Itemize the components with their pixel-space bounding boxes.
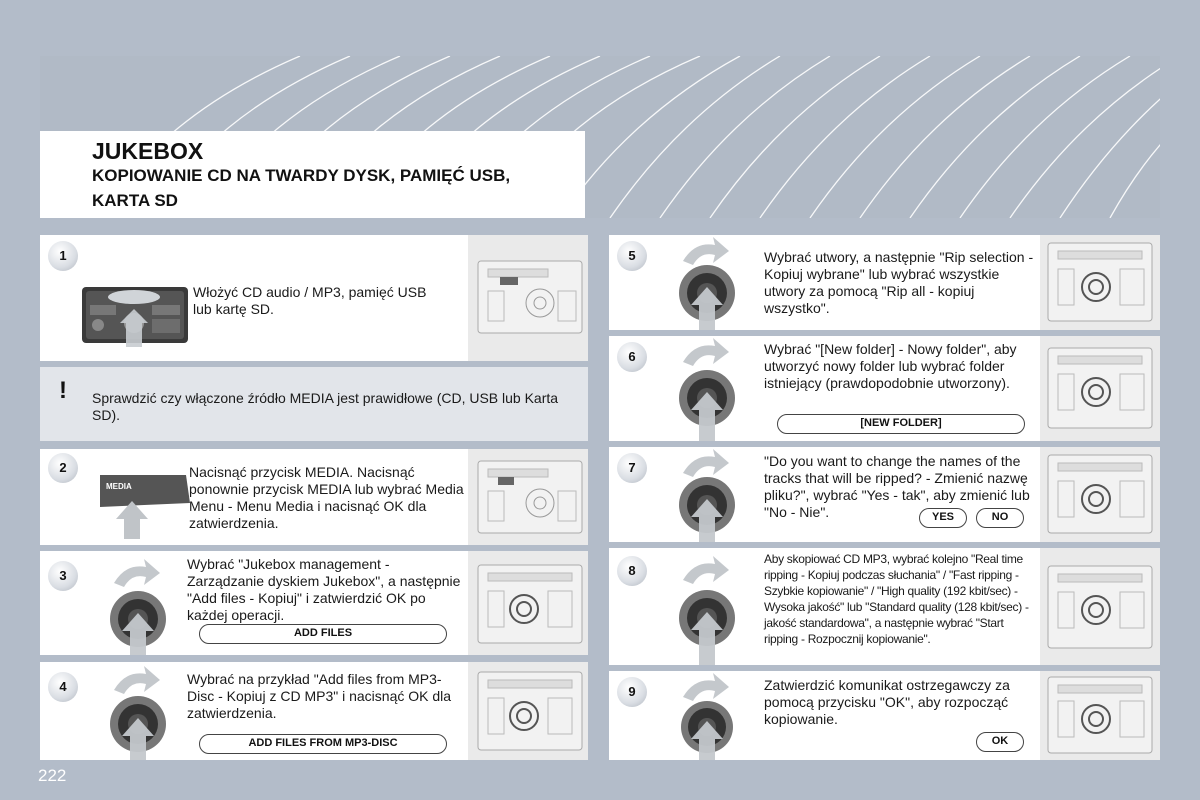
- step-8-panel: [609, 548, 1040, 665]
- rotary-knob-icon: [671, 447, 745, 542]
- radio-thumbnail: [1040, 336, 1160, 441]
- radio-panel-icon: [1040, 336, 1160, 441]
- step-number: 5: [617, 241, 647, 271]
- step-number: 3: [48, 561, 78, 591]
- radio-panel-icon: [468, 662, 588, 760]
- radio-thumbnail: [468, 235, 588, 361]
- radio-panel-icon: [1040, 235, 1160, 330]
- page-title: JUKEBOX: [92, 138, 204, 164]
- radio-panel-icon: [468, 551, 588, 655]
- no-button[interactable]: NO: [976, 508, 1024, 528]
- step-3-text: Wybrać "Jukebox management - Zarządzanie dyskiem Jukebox", a następnie "Add files - Kopiuj" i zatwierdzić OK po każdej operacji.: [187, 556, 461, 623]
- radio-panel-icon: [1040, 447, 1160, 542]
- radio-thumbnail: [1040, 447, 1160, 542]
- page-subtitle: KOPIOWANIE CD NA TWARDY DYSK, PAMIĘĆ USB, KARTA SD: [92, 166, 511, 210]
- radio-panel-icon: [468, 235, 588, 361]
- step-number: 4: [48, 672, 78, 702]
- step-5-panel: [609, 235, 1040, 330]
- warning-panel: [40, 367, 588, 441]
- step-number: 6: [617, 342, 647, 372]
- rotary-knob-icon: [102, 664, 176, 760]
- step-9-text: Zatwierdzić komunikat ostrzegawczy za pomocą przycisku "OK", aby rozpocząć kopiowanie.: [764, 677, 1010, 727]
- step-4-text: Wybrać na przykład "Add files from MP3-Disc - Kopiuj z CD MP3" i nacisnąć OK dla zatwierdzenia.: [187, 671, 452, 721]
- step-2-panel: [40, 449, 468, 545]
- radio-thumbnail: [1040, 671, 1160, 760]
- rotary-knob-icon: [671, 336, 745, 441]
- radio-thumbnail: [1040, 235, 1160, 330]
- media-key-label: MEDIA: [106, 482, 132, 491]
- step-3-panel: [40, 551, 468, 655]
- warning-icon: !: [59, 377, 67, 404]
- step-7-text: "Do you want to change the names of the tracks that will be ripped? - Zmienić nazwę pliku?", wybrać "Yes - tak", aby zmienić lub "No - Nie".: [764, 453, 1030, 520]
- step-number: 9: [617, 677, 647, 707]
- step-number: 2: [48, 453, 78, 483]
- step-5-text: Wybrać utwory, a następnie "Rip selection - Kopiuj wybrane" lub wybrać wszystkie utwory za pomocą "Rip all - kopiuj wszystko".: [764, 249, 1034, 316]
- step-1-panel: [40, 235, 468, 361]
- title-box: [40, 131, 585, 218]
- radio-panel-icon: [468, 449, 588, 545]
- rotary-knob-icon: [671, 554, 745, 665]
- yes-button[interactable]: YES: [919, 508, 967, 528]
- rotary-knob-icon: [102, 557, 176, 655]
- step-number: 1: [48, 241, 78, 271]
- radio-panel-icon: [1040, 671, 1160, 760]
- warning-text: Sprawdzić czy włączone źródło MEDIA jest prawidłowe (CD, USB lub Karta SD).: [92, 390, 559, 423]
- radio-thumbnail: [468, 449, 588, 545]
- step-6-text: Wybrać "[New folder] - Nowy folder", aby utworzyć nowy folder lub wybrać folder istniejący (prawdopodobnie utworzony).: [764, 341, 1017, 391]
- media-key-icon: [94, 469, 194, 539]
- rotary-knob-icon: [671, 671, 745, 760]
- step-2-text: Nacisnąć przycisk MEDIA. Nacisnąć ponownie przycisk MEDIA lub wybrać Media Menu - Menu Media i nacisnąć OK dla zatwierdzenia.: [189, 464, 464, 531]
- radio-thumbnail: [468, 662, 588, 760]
- page-number: 222: [38, 766, 67, 785]
- step-number: 8: [617, 556, 647, 586]
- radio-thumbnail: [1040, 548, 1160, 665]
- add-files-button[interactable]: ADD FILES: [199, 624, 447, 644]
- step-number: 7: [617, 453, 647, 483]
- radio-cd-slot-icon: [82, 283, 190, 347]
- step-8-text: Aby skopiować CD MP3, wybrać kolejno "Real time ripping - Kopiuj podczas słuchania" / "Fast ripping - Szybkie kopiowanie" / "High quality (192 kbit/sec) - Wysoka jakość" lub "Standard quality (128 kbit/sec) - jakość standardowa", a następnie wybrać "Start ripping - Rozpocznij kopiowanie".: [764, 552, 1029, 646]
- radio-thumbnail: [468, 551, 588, 655]
- ok-button[interactable]: OK: [976, 732, 1024, 752]
- add-files-from-mp3-disc-button[interactable]: ADD FILES FROM MP3-DISC: [199, 734, 447, 754]
- step-9-panel: [609, 671, 1040, 760]
- step-7-panel: [609, 447, 1040, 542]
- new-folder-button[interactable]: [NEW FOLDER]: [777, 414, 1025, 434]
- step-1-text: Włożyć CD audio / MP3, pamięć USB lub kartę SD.: [193, 284, 427, 317]
- step-4-panel: [40, 662, 468, 760]
- rotary-knob-icon: [671, 235, 745, 330]
- radio-panel-icon: [1040, 548, 1160, 665]
- step-6-panel: [609, 336, 1040, 441]
